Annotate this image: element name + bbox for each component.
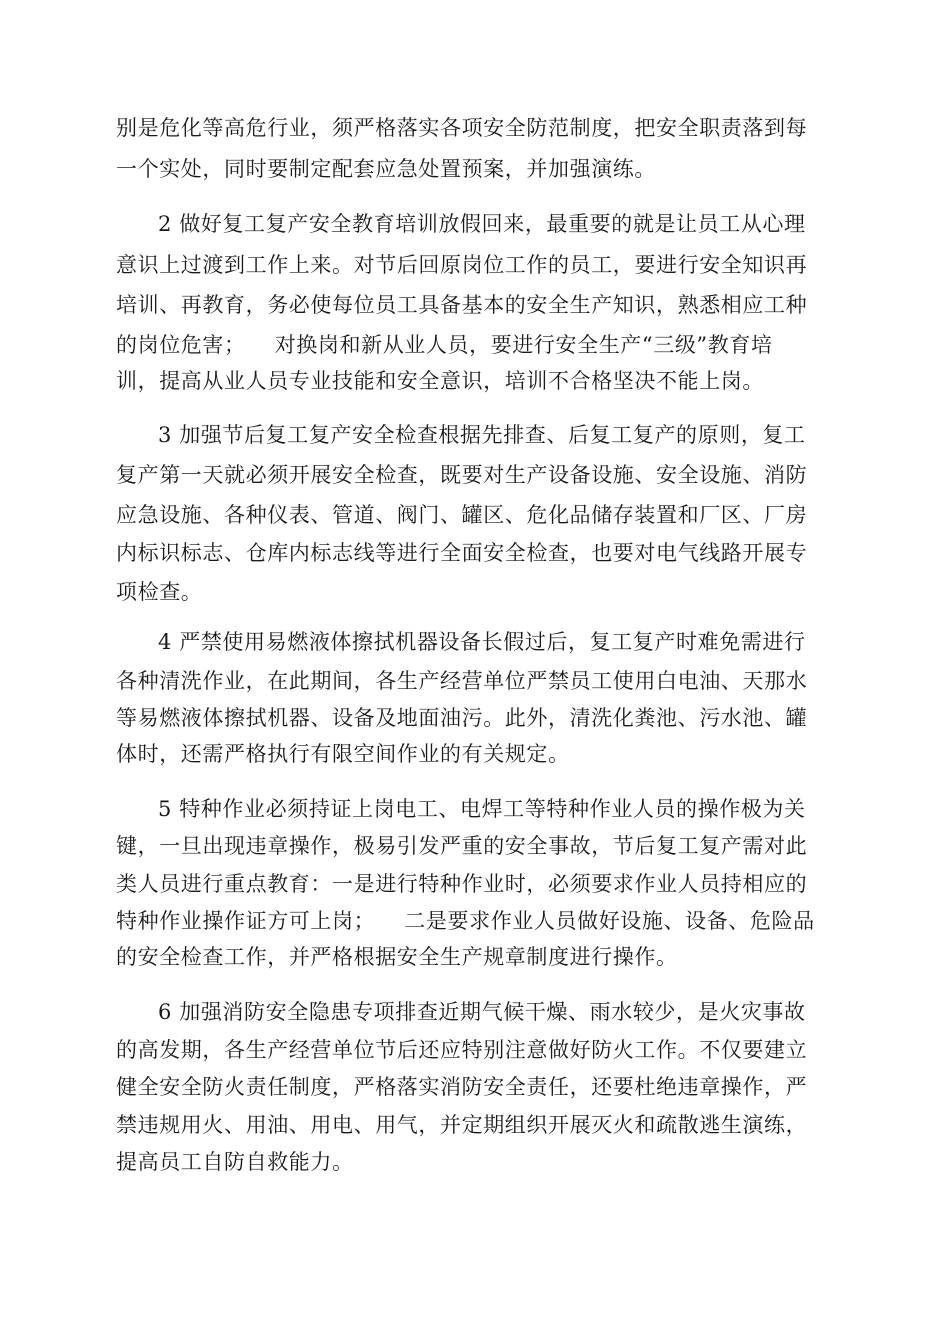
text-line: 等易燃液体擦拭机器、设备及地面油污。此外，清洗化粪池、污水池、罐 — [116, 706, 808, 730]
text-line: 健全安全防火责任制度，严格落实消防安全责任，还要杜绝违章操作，严 — [116, 1075, 808, 1099]
text-line: 类人员进行重点教育：一是进行特种作业时，必须要求作业人员持相应的 — [116, 872, 808, 896]
text-line: 应急设施、各种仪表、管道、阀门、罐区、危化品储存装置和厂区、厂房 — [116, 503, 808, 527]
text-line: 各种清洗作业，在此期间，各生产经营单位严禁员工使用白电油、天那水 — [116, 669, 808, 693]
text-line: 培训、再教育，务必使每位员工具备基本的安全生产知识，熟悉相应工种 — [116, 293, 808, 317]
text-line: 项检查。 — [116, 580, 203, 604]
text-line: 2 做好复工复产安全教育培训放假回来，最重要的就是让员工从心理 — [158, 212, 806, 236]
text-line: 5 特种作业必须持证上岗电工、电焊工等特种作业人员的操作极为关 — [158, 797, 806, 821]
text-line: 特种作业操作证方可上岗； 二是要求作业人员做好设施、设备、危险品 — [116, 909, 815, 933]
text-line: 的安全检查工作，并严格根据安全生产规章制度进行操作。 — [116, 945, 678, 969]
text-line: 4 严禁使用易燃液体擦拭机器设备长假过后，复工复产时难免需进行 — [158, 630, 806, 654]
text-line: 别是危化等高危行业，须严格落实各项安全防范制度，把安全职责落到每 — [116, 116, 808, 140]
text-line: 的高发期，各生产经营单位节后还应特别注意做好防火工作。不仅要建立 — [116, 1038, 808, 1062]
text-line: 复产第一天就必须开展安全检查，既要对生产设备设施、安全设施、消防 — [116, 463, 808, 487]
text-line: 提高员工自防自救能力。 — [116, 1150, 354, 1174]
text-line: 6 加强消防安全隐患专项排查近期气候干燥、雨水较少，是火灾事故 — [158, 1000, 806, 1024]
text-line: 禁违规用火、用油、用电、用气，并定期组织开展灭火和疏散逃生演练， — [116, 1113, 808, 1137]
text-line: 的岗位危害； 对换岗和新从业人员，要进行安全生产“三级”教育培 — [116, 333, 773, 357]
text-line: 3 加强节后复工复产安全检查根据先排查、后复工复产的原则，复工 — [158, 423, 806, 447]
text-line: 键，一旦出现违章操作，极易引发严重的安全事故，节后复工复产需对此 — [116, 834, 808, 858]
text-line: 训，提高从业人员专业技能和安全意识，培训不合格坚决不能上岗。 — [116, 369, 764, 393]
text-line: 内标识标志、仓库内标志线等进行全面安全检查，也要对电气线路开展专 — [116, 541, 808, 565]
text-line: 意识上过渡到工作上来。对节后回原岗位工作的员工，要进行安全知识再 — [116, 253, 808, 277]
text-line: 体时，还需严格执行有限空间作业的有关规定。 — [116, 742, 570, 766]
text-line: 一个实处，同时要制定配套应急处置预案，并加强演练。 — [116, 157, 656, 181]
